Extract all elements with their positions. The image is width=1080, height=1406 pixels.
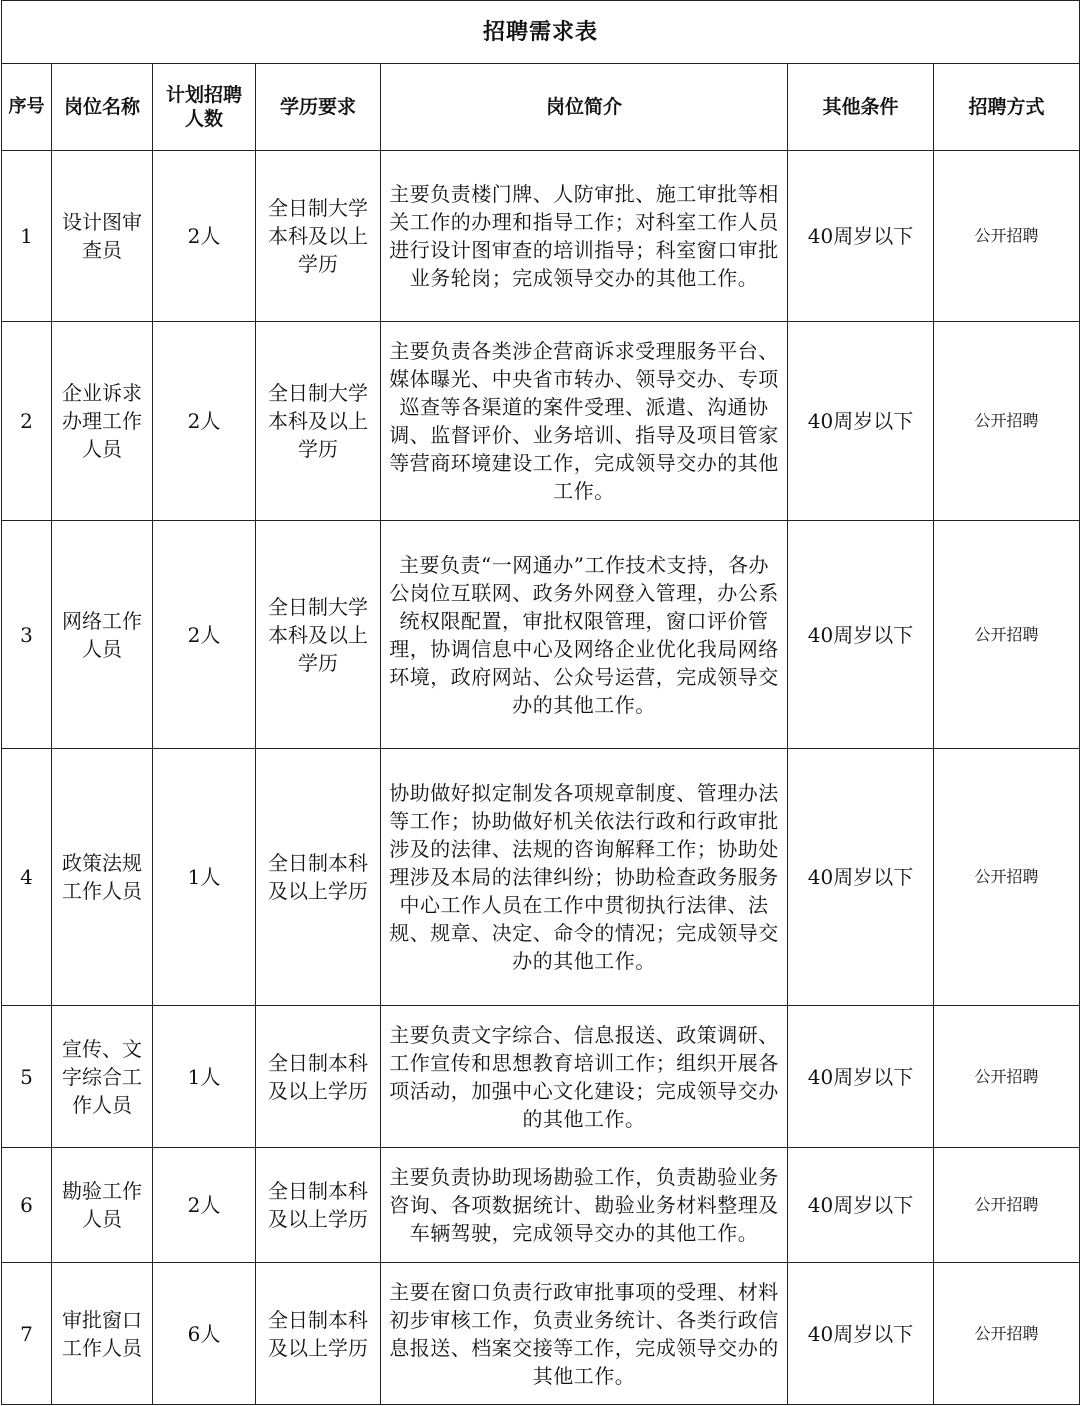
table-row: [2, 1263, 1080, 1405]
cell-edu: 全日制本科及以上学历: [256, 749, 381, 1006]
cell-desc: 主要负责文字综合、信息报送、政策调研、工作宣传和思想教育培训工作；组织开展各项活动，加强中心文化建设；完成领导交办的其他工作。: [381, 1006, 788, 1148]
cell-name: 企业诉求办理工作人员: [52, 322, 153, 521]
cell-seq: 2: [2, 322, 52, 521]
cell-other: 40周岁以下: [788, 322, 934, 521]
cell-name: 审批窗口工作人员: [52, 1263, 153, 1405]
cell-desc: 主要负责楼门牌、人防审批、施工审批等相关工作的办理和指导工作；对科室工作人员进行设计图审查的培训指导；科室窗口审批业务轮岗；完成领导交办的其他工作。: [381, 151, 788, 322]
cell-count: 2人: [153, 521, 256, 749]
table-row: [2, 749, 1080, 1006]
table-row: [2, 1148, 1080, 1263]
cell-method: 公开招聘: [934, 521, 1080, 749]
cell-count: 1人: [153, 1006, 256, 1148]
cell-other: 40周岁以下: [788, 1263, 934, 1405]
cell-edu: 全日制本科及以上学历: [256, 1006, 381, 1148]
cell-method: 公开招聘: [934, 1006, 1080, 1148]
cell-desc: 主要负责协助现场勘验工作，负责勘验业务咨询、各项数据统计、勘验业务材料整理及车辆驾驶，完成领导交办的其他工作。: [381, 1148, 788, 1263]
cell-edu: 全日制本科及以上学历: [256, 1263, 381, 1405]
header-count: 计划招聘人数: [153, 64, 256, 151]
cell-method: 公开招聘: [934, 1148, 1080, 1263]
cell-desc: 主要负责“一网通办”工作技术支持，各办公岗位互联网、政务外网登入管理，办公系统权限配置，审批权限管理，窗口评价管理，协调信息中心及网络企业优化我局网络环境，政府网站、公众号运营，完成领导交办的其他工作。: [381, 521, 788, 749]
cell-seq: 3: [2, 521, 52, 749]
cell-desc: 主要负责各类涉企营商诉求受理服务平台、媒体曝光、中央省市转办、领导交办、专项巡查等各渠道的案件受理、派遣、沟通协调、监督评价、业务培训、指导及项目管家等营商环境建设工作，完成领导交办的其他工作。: [381, 322, 788, 521]
cell-seq: 7: [2, 1263, 52, 1405]
cell-other: 40周岁以下: [788, 1148, 934, 1263]
cell-count: 1人: [153, 749, 256, 1006]
cell-other: 40周岁以下: [788, 151, 934, 322]
cell-method: 公开招聘: [934, 151, 1080, 322]
cell-edu: 全日制大学本科及以上学历: [256, 151, 381, 322]
cell-method: 公开招聘: [934, 749, 1080, 1006]
cell-count: 2人: [153, 322, 256, 521]
header-row: [2, 64, 1080, 151]
cell-other: 40周岁以下: [788, 521, 934, 749]
cell-method: 公开招聘: [934, 322, 1080, 521]
cell-edu: 全日制本科及以上学历: [256, 1148, 381, 1263]
cell-seq: 5: [2, 1006, 52, 1148]
cell-seq: 4: [2, 749, 52, 1006]
cell-edu: 全日制大学本科及以上学历: [256, 322, 381, 521]
header-name: 岗位名称: [52, 64, 153, 151]
header-method: 招聘方式: [934, 64, 1080, 151]
cell-name: 设计图审查员: [52, 151, 153, 322]
cell-name: 政策法规工作人员: [52, 749, 153, 1006]
cell-count: 2人: [153, 151, 256, 322]
header-edu: 学历要求: [256, 64, 381, 151]
table-row: [2, 521, 1080, 749]
table-row: [2, 322, 1080, 521]
cell-seq: 6: [2, 1148, 52, 1263]
header-other: 其他条件: [788, 64, 934, 151]
cell-desc: 协助做好拟定制发各项规章制度、管理办法等工作；协助做好机关依法行政和行政审批涉及的法律、法规的咨询解释工作；协助处理涉及本局的法律纠纷；协助检查政务服务中心工作人员在工作中贯彻执行法律、法规、规章、决定、命令的情况；完成领导交办的其他工作。: [381, 749, 788, 1006]
header-seq: 序号: [2, 64, 52, 151]
header-desc: 岗位简介: [381, 64, 788, 151]
cell-seq: 1: [2, 151, 52, 322]
cell-method: 公开招聘: [934, 1263, 1080, 1405]
cell-other: 40周岁以下: [788, 749, 934, 1006]
cell-name: 网络工作人员: [52, 521, 153, 749]
table-title: 招聘需求表: [2, 1, 1080, 64]
recruitment-table: [1, 0, 1080, 1405]
table-row: [2, 151, 1080, 322]
cell-edu: 全日制大学本科及以上学历: [256, 521, 381, 749]
cell-desc: 主要在窗口负责行政审批事项的受理、材料初步审核工作，负责业务统计、各类行政信息报送、档案交接等工作，完成领导交办的其他工作。: [381, 1263, 788, 1405]
cell-count: 6人: [153, 1263, 256, 1405]
table-row: [2, 1006, 1080, 1148]
cell-name: 勘验工作人员: [52, 1148, 153, 1263]
cell-other: 40周岁以下: [788, 1006, 934, 1148]
cell-name: 宣传、文字综合工作人员: [52, 1006, 153, 1148]
cell-count: 2人: [153, 1148, 256, 1263]
